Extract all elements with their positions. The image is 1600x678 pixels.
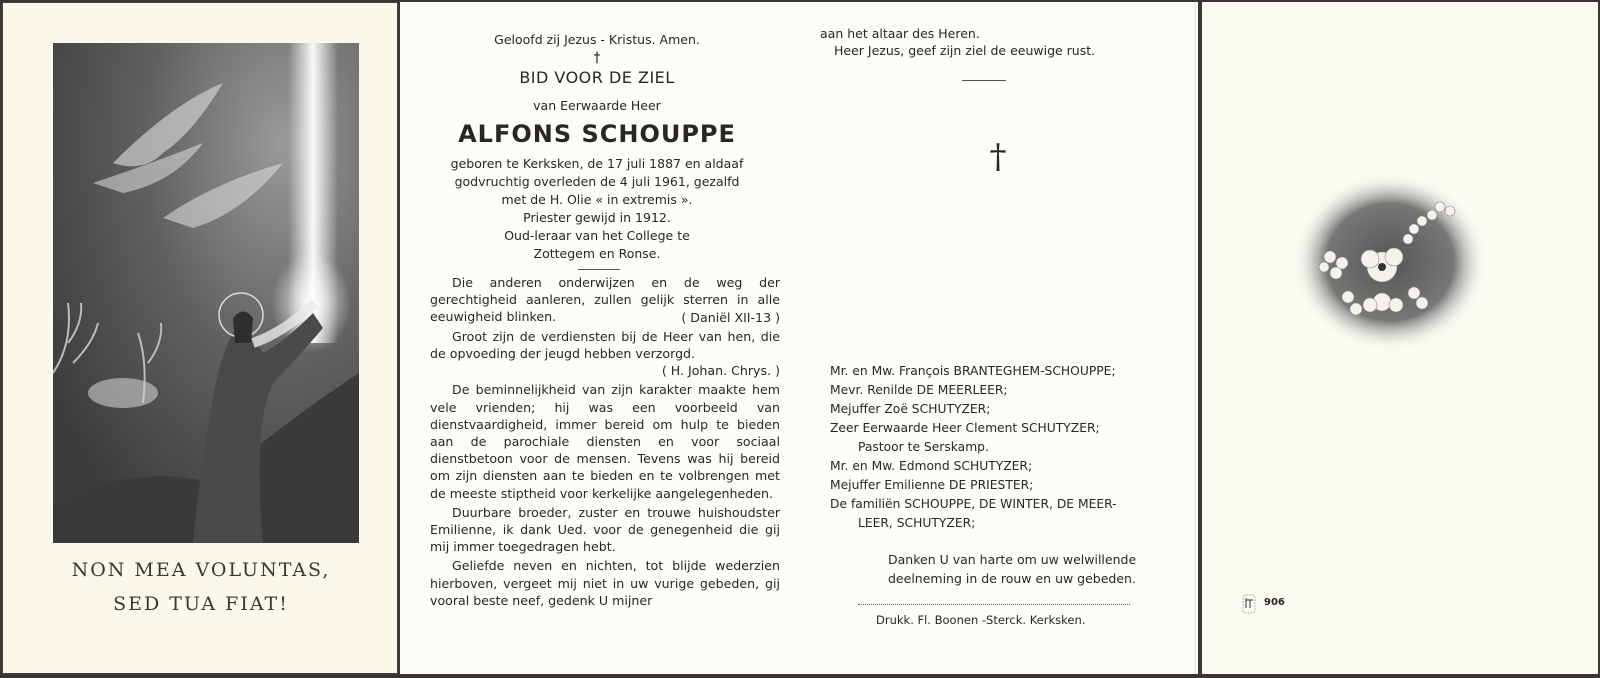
card-front: [2, 2, 398, 674]
mourner-entry: Zeer Eerwaarde Heer Clement SCHUTYZER;: [830, 421, 1100, 435]
mourner-entry: Mejuffer Emilienne DE PRIESTER;: [830, 478, 1034, 492]
inside-right-page: [798, 2, 1198, 674]
paragraph: Groot zijn de verdiensten bij de Heer van hen, die de opvoeding der jeugd hebben verzorgd. ( H. Johan. Chrys. ): [430, 328, 780, 379]
cross-icon: †: [593, 50, 601, 66]
section-divider: [962, 80, 1006, 81]
bio-line: godvruchtig overleden de 4 juli 1961, gezalfd: [454, 174, 740, 189]
continuation-text: aan het altaar des Heren.: [820, 26, 980, 41]
greeting: Geloofd zij Jezus - Kristus. Amen.: [494, 32, 700, 47]
section-divider: [578, 269, 620, 270]
printer-credit: Drukk. Fl. Boonen -Sterck. Kerksken.: [876, 613, 1086, 627]
bio-line: Priester gewijd in 1912.: [523, 210, 671, 225]
motto-line-1: NON MEA VOLUNTAS,: [71, 559, 331, 581]
flower-bouquet-icon: [1290, 167, 1490, 357]
mourner-entry: Mr. en Mw. Edmond SCHUTYZER;: [830, 459, 1033, 473]
paragraph: Die anderen onderwijzen en de weg der gerechtigheid aanleren, zullen gelijk sterren in alle eeuwigheid blinken. ( Daniël XII-13 ): [430, 275, 780, 325]
publisher-number: 906: [1264, 597, 1285, 608]
bio-line: Oud-leraar van het College te: [504, 228, 690, 243]
bio-line: geboren te Kerksken, de 17 juli 1887 en aldaaf: [450, 156, 744, 171]
deceased-name: ALFONS SCHOUPPE: [458, 120, 736, 148]
scripture-reference: ( H. Johan. Chrys. ): [661, 363, 780, 379]
mourner-entry: Mr. en Mw. François BRANTEGHEM-SCHOUPPE;: [830, 364, 1116, 378]
dotted-divider: [858, 604, 1130, 605]
inside-left-page: [400, 2, 794, 674]
closing-prayer: Heer Jezus, geef zijn ziel de eeuwige rust.: [834, 43, 1096, 58]
bio-line: met de H. Olie « in extremis ».: [501, 192, 693, 207]
devotional-painting: [53, 43, 359, 543]
bio-line: Zottegem en Ronse.: [533, 246, 661, 261]
thanks-line-2: deelneming in de rouw en uw gebeden.: [888, 571, 1136, 586]
card-inside: [400, 2, 1198, 674]
memorial-text: [430, 274, 780, 611]
publisher-logo-icon: [1242, 594, 1256, 614]
mourner-entry: Mejuffer Zoë SCHUTYZER;: [830, 402, 991, 416]
cross-icon: †: [989, 137, 1007, 177]
thanks-line-1: Danken U van harte om uw welwillende: [888, 552, 1137, 567]
mourner-entry: De familiën SCHOUPPE, DE WINTER, DE MEER-: [830, 497, 1117, 511]
motto-line-2: SED TUA FIAT!: [113, 593, 289, 615]
painting-image: [53, 43, 359, 543]
floral-ornament: [1290, 167, 1490, 357]
subheading: van Eerwaarde Heer: [533, 98, 661, 113]
mourner-entry: Pastoor te Serskamp.: [858, 440, 989, 454]
paragraph: Geliefde neven en nichten, tot blijde wederzien hierboven, vergeet mij niet in uw vurige gebeden, gij vooral beste neef, gedenk U mijner: [430, 558, 780, 608]
mourner-entry: Mevr. Renilde DE MEERLEER;: [830, 383, 1008, 397]
paragraph: De beminnelijkheid van zijn karakter maakte hem vele vrienden; hij was een voorbeeld van dienstvaardigheid, immer bereid om hulp te bieden aan de parochiale diensten en voor sociaal dienstbetoon voor de mensen. Tevens was hij bereid om zijn diensten aan te bieden en te volbrengen met de meeste stiptheid voor kerkelijke aangelegenheden.: [430, 382, 780, 501]
mourners-list: [830, 362, 1170, 533]
paragraph: Duurbare broeder, zuster en trouwe huishoudster Emilienne, ik dank Ued. voor de genegenheid die gij mij immer toegedragen hebt.: [430, 504, 780, 555]
prayer-heading: BID VOOR DE ZIEL: [519, 68, 675, 87]
mourner-entry: LEER, SCHUTYZER;: [858, 516, 976, 530]
scripture-reference: ( Daniël XII-13 ): [681, 309, 780, 325]
card-back: [1202, 2, 1598, 674]
